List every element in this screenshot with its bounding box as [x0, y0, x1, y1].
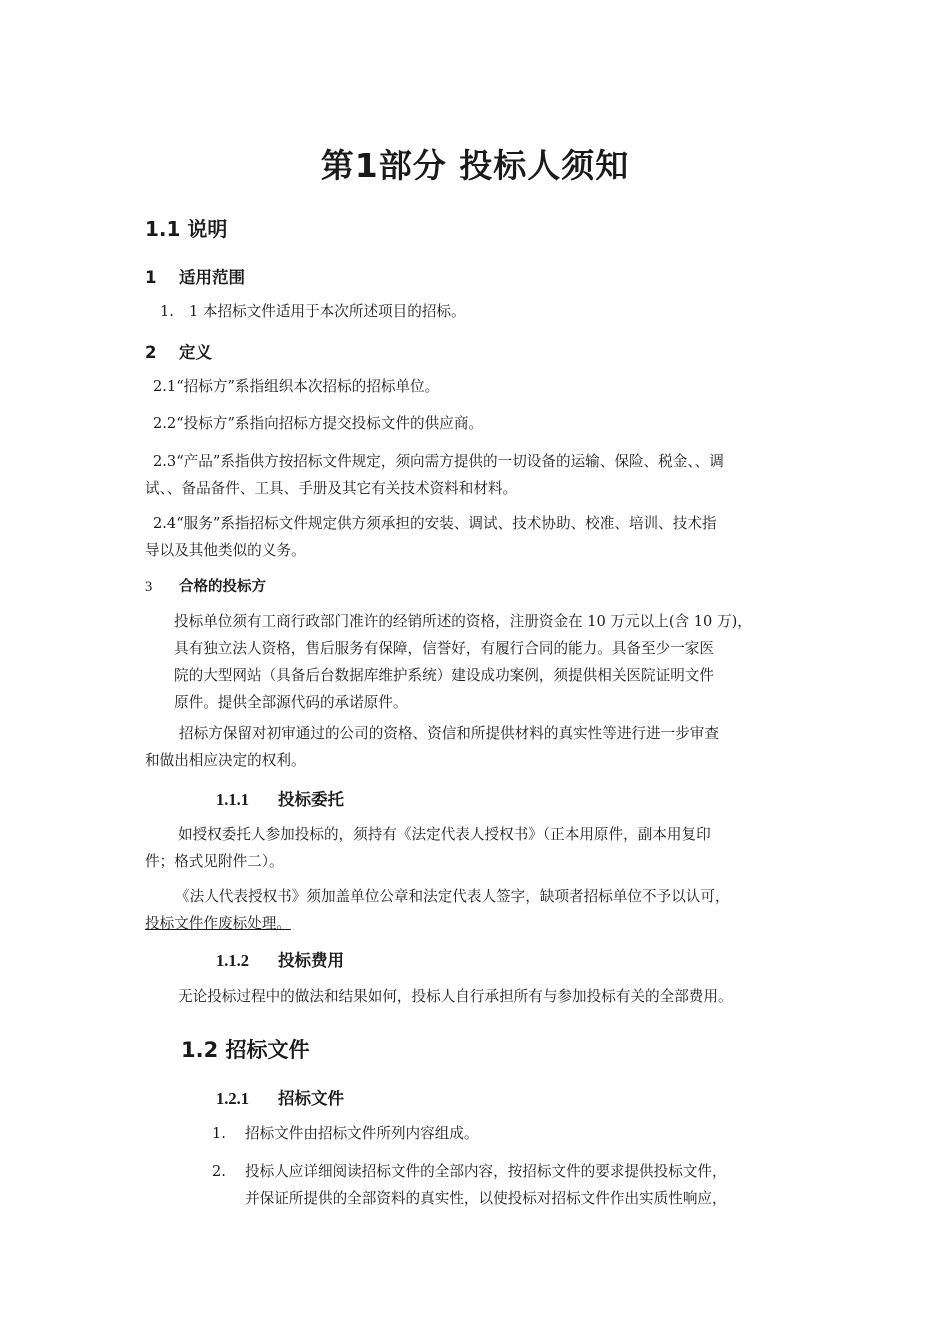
- definition-line: 导以及其他类似的义务。: [145, 542, 306, 559]
- paragraph-line: 投标单位须有工商行政部门准许的经销所述的资格，注册资金在 10 万元以上(含 10 万)，: [174, 613, 752, 630]
- page-title: 第1部分 投标人须知: [320, 146, 630, 185]
- paragraph-line: 和做出相应决定的权利。: [145, 752, 306, 769]
- paragraph-line: 院的大型网站（具备后台数据库维护系统）建设成功案例，须提供相关医院证明文件: [174, 667, 714, 684]
- heading-qualified-number: 3: [145, 579, 153, 595]
- underlined-line: 投标文件作废标处理。: [145, 915, 291, 932]
- heading-1-1-2-title: 投标费用: [278, 951, 344, 970]
- paragraph-line: 原件。提供全部源代码的承诺原件。: [174, 694, 408, 711]
- definition-2-3: [145, 448, 724, 502]
- scope-list-number: 1.: [160, 303, 174, 320]
- list-text: 招标文件由招标文件所列内容组成。: [245, 1125, 479, 1142]
- paragraph-line: 《法人代表授权书》须加盖单位公章和法定代表人签字，缺项者招标单位不予以认可，: [175, 888, 730, 905]
- heading-1-1-1-title: 投标委托: [278, 790, 344, 809]
- qualification-paragraph-1: [174, 608, 752, 716]
- heading-1-1-2: [216, 947, 344, 971]
- definition-line: 2.1“招标方”系指组织本次招标的招标单位。: [153, 378, 440, 395]
- heading-definition-title: 定义: [179, 343, 212, 362]
- definition-line: 试、、备品备件、工具、手册及其它有关技术资料和材料。: [145, 480, 518, 497]
- list-number: 2.: [212, 1163, 226, 1180]
- heading-1-2-1: [216, 1085, 344, 1109]
- definition-line: 2.4“服务”系指招标文件规定供方须承担的安装、调试、技术协助、校准、培训、技术指: [153, 515, 717, 532]
- heading-definition-number: 2: [145, 343, 157, 362]
- list-number: 1.: [212, 1125, 226, 1142]
- heading-1-1-1: [216, 786, 344, 810]
- qualification-paragraph-2: [145, 720, 719, 774]
- heading-qualified-title: 合格的投标方: [179, 579, 266, 595]
- paragraph-line: 件；格式见附件二）。: [145, 853, 284, 870]
- heading-1-2-1-title: 招标文件: [278, 1089, 344, 1108]
- heading-1-2: 1.2 招标文件: [181, 1038, 310, 1062]
- heading-1-2-1-number: 1.2.1: [216, 1089, 249, 1108]
- scope-list-text: 1 本招标文件适用于本次所述项目的招标。: [189, 303, 466, 320]
- paragraph-line: 招标方保留对初审通过的公司的资格、资信和所提供材料的真实性等进行进一步审查: [179, 725, 719, 742]
- paragraph-line: 具有独立法人资格，售后服务有保障，信誉好，有履行合同的能力。具备至少一家医: [174, 640, 714, 657]
- scope-list-item: [160, 298, 466, 325]
- definition-2-2: [153, 410, 483, 437]
- list-text-continued: 并保证所提供的全部资料的真实性，以使投标对招标文件作出实质性响应，: [245, 1190, 727, 1207]
- list-text: 投标人应详细阅读招标文件的全部内容，按招标文件的要求提供投标文件，: [245, 1163, 727, 1180]
- paragraph-line: 无论投标过程中的做法和结果如何，投标人自行承担所有与参加投标有关的全部费用。: [178, 988, 733, 1005]
- heading-definition: [145, 339, 212, 363]
- definition-2-1: [153, 373, 439, 400]
- definition-line: 2.2“投标方”系指向招标方提交投标文件的供应商。: [153, 415, 484, 432]
- heading-scope-number: 1: [145, 268, 157, 287]
- heading-scope: [145, 264, 245, 288]
- definition-line: 2.3“产品”系指供方按招标文件规定，须向需方提供的一切设备的运输、保险、税金、、调: [153, 453, 724, 470]
- document-list-item-1: [212, 1120, 479, 1147]
- paragraph-line: 如授权委托人参加投标的，须持有《法定代表人授权书》（正本用原件，副本用复印: [178, 826, 711, 843]
- heading-1-1-2-number: 1.1.2: [216, 951, 249, 970]
- authorization-paragraph-1: [145, 821, 711, 875]
- heading-1-1: 1.1 说明: [145, 217, 228, 241]
- document-list-item-2: [212, 1158, 727, 1212]
- heading-scope-title: 适用范围: [179, 268, 245, 287]
- heading-1-1-1-number: 1.1.1: [216, 790, 249, 809]
- authorization-paragraph-2: [145, 883, 730, 937]
- heading-qualified-bidder: [145, 575, 266, 596]
- fee-paragraph: [178, 983, 733, 1010]
- definition-2-4: [145, 510, 717, 564]
